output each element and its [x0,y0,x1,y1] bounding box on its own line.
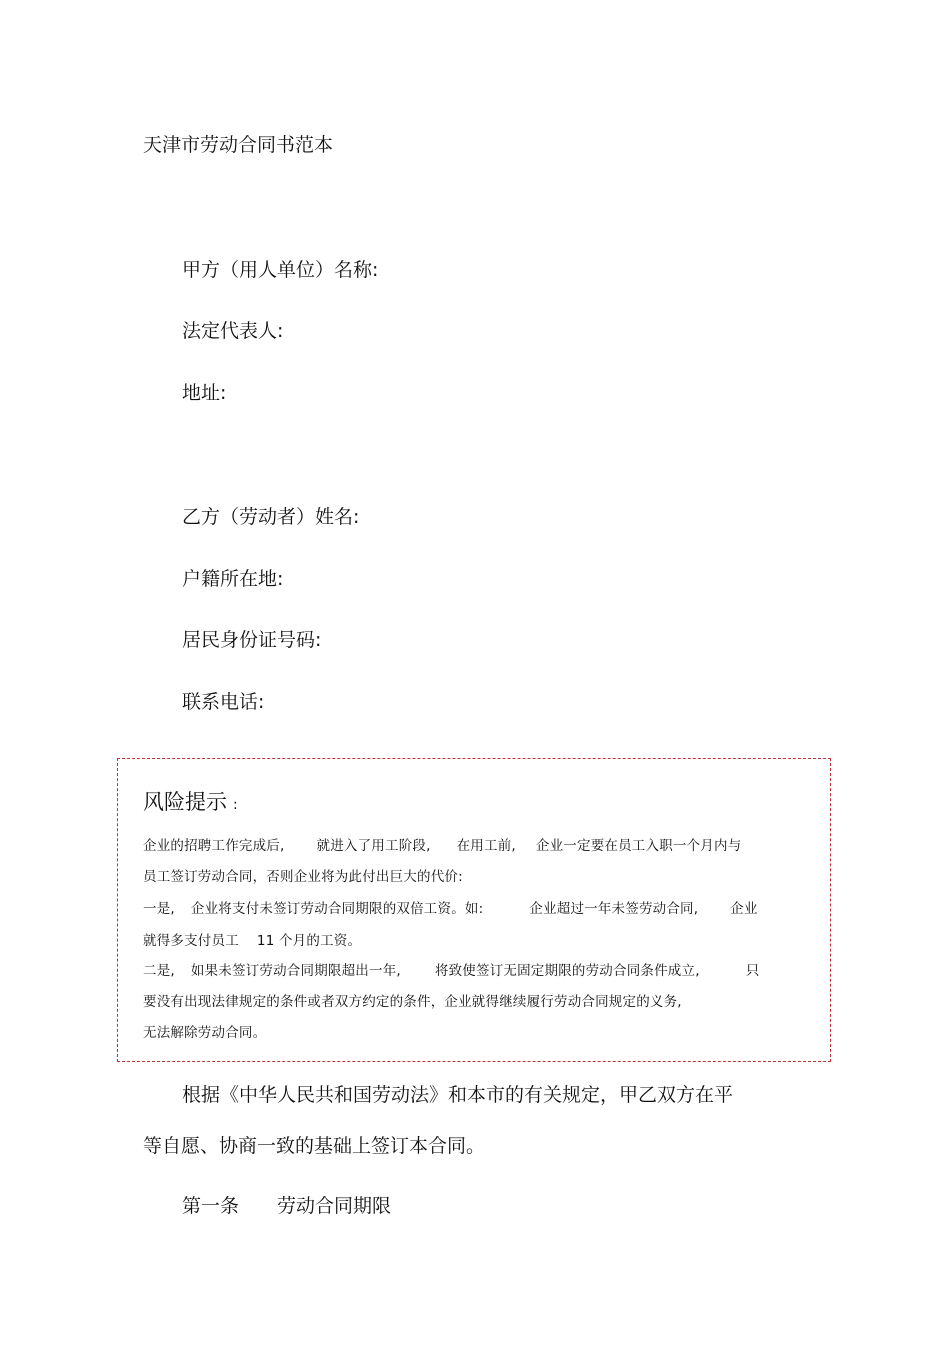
preamble-line: 等自愿、协商一致的基础上签订本合同。 [143,1135,486,1157]
risk-line1-part2: 就进入了用工阶段, [316,838,431,854]
risk-line5-part2: 如果未签订劳动合同期限超出一年, [190,963,401,979]
risk-line5-part1: 二是, [143,963,175,979]
party-b-hukou-label: 户籍所在地: [182,568,284,590]
risk-notice-title-colon: : [233,797,238,813]
document-title: 天津市劳动合同书范本 [143,134,334,156]
risk-line1-part4: 企业一定要在员工入职一个月内与 [535,838,742,854]
risk-notice-title-text: 风险提示 [143,790,227,814]
risk-notice-title [143,786,238,816]
risk-line3-part4: 企业 [730,901,758,917]
risk-notice-line [143,897,758,917]
party-b-name-label: 乙方（劳动者）姓名: [182,506,360,528]
risk-notice-line: 员工签订劳动合同，否则企业将为此付出巨大的代价: [143,869,463,885]
risk-line1-part1: 企业的招聘工作完成后, [143,838,285,854]
risk-notice-line: 无法解除劳动合同。 [143,1025,267,1041]
risk-line5-part3: 将致使签订无固定期限的劳动合同条件成立, [434,963,700,979]
risk-notice-line: 要没有出现法律规定的条件或者双方约定的条件，企业就得继续履行劳动合同规定的义务, [143,994,682,1010]
risk-line3-part3: 企业超过一年未签劳动合同, [529,901,699,917]
risk-line4-part2: 11 个月的工资。 [256,933,362,949]
risk-notice-line [143,959,759,979]
risk-line5-part4: 只 [745,963,760,979]
party-a-name-label: 甲方（用人单位）名称: [182,259,379,281]
risk-line1-part3: 在用工前, [456,838,516,854]
risk-line4-part1: 就得多支付员工 [143,933,239,949]
risk-line3-part2: 企业将支付未签订劳动合同期限的双倍工资。如: [190,901,484,917]
party-a-address-label: 地址: [182,382,227,404]
party-b-id-label: 居民身份证号码: [182,629,322,651]
risk-notice-line [143,834,741,854]
article-number: 第一条 [182,1195,240,1217]
preamble-line: 根据《中华人民共和国劳动法》和本市的有关规定，甲乙双方在平 [182,1084,734,1106]
article-heading [182,1191,391,1218]
article-title: 劳动合同期限 [277,1195,392,1217]
party-b-phone-label: 联系电话: [182,691,265,713]
party-a-legal-rep-label: 法定代表人: [182,320,284,342]
risk-line3-part1: 一是, [143,901,175,917]
risk-notice-line [143,929,361,949]
